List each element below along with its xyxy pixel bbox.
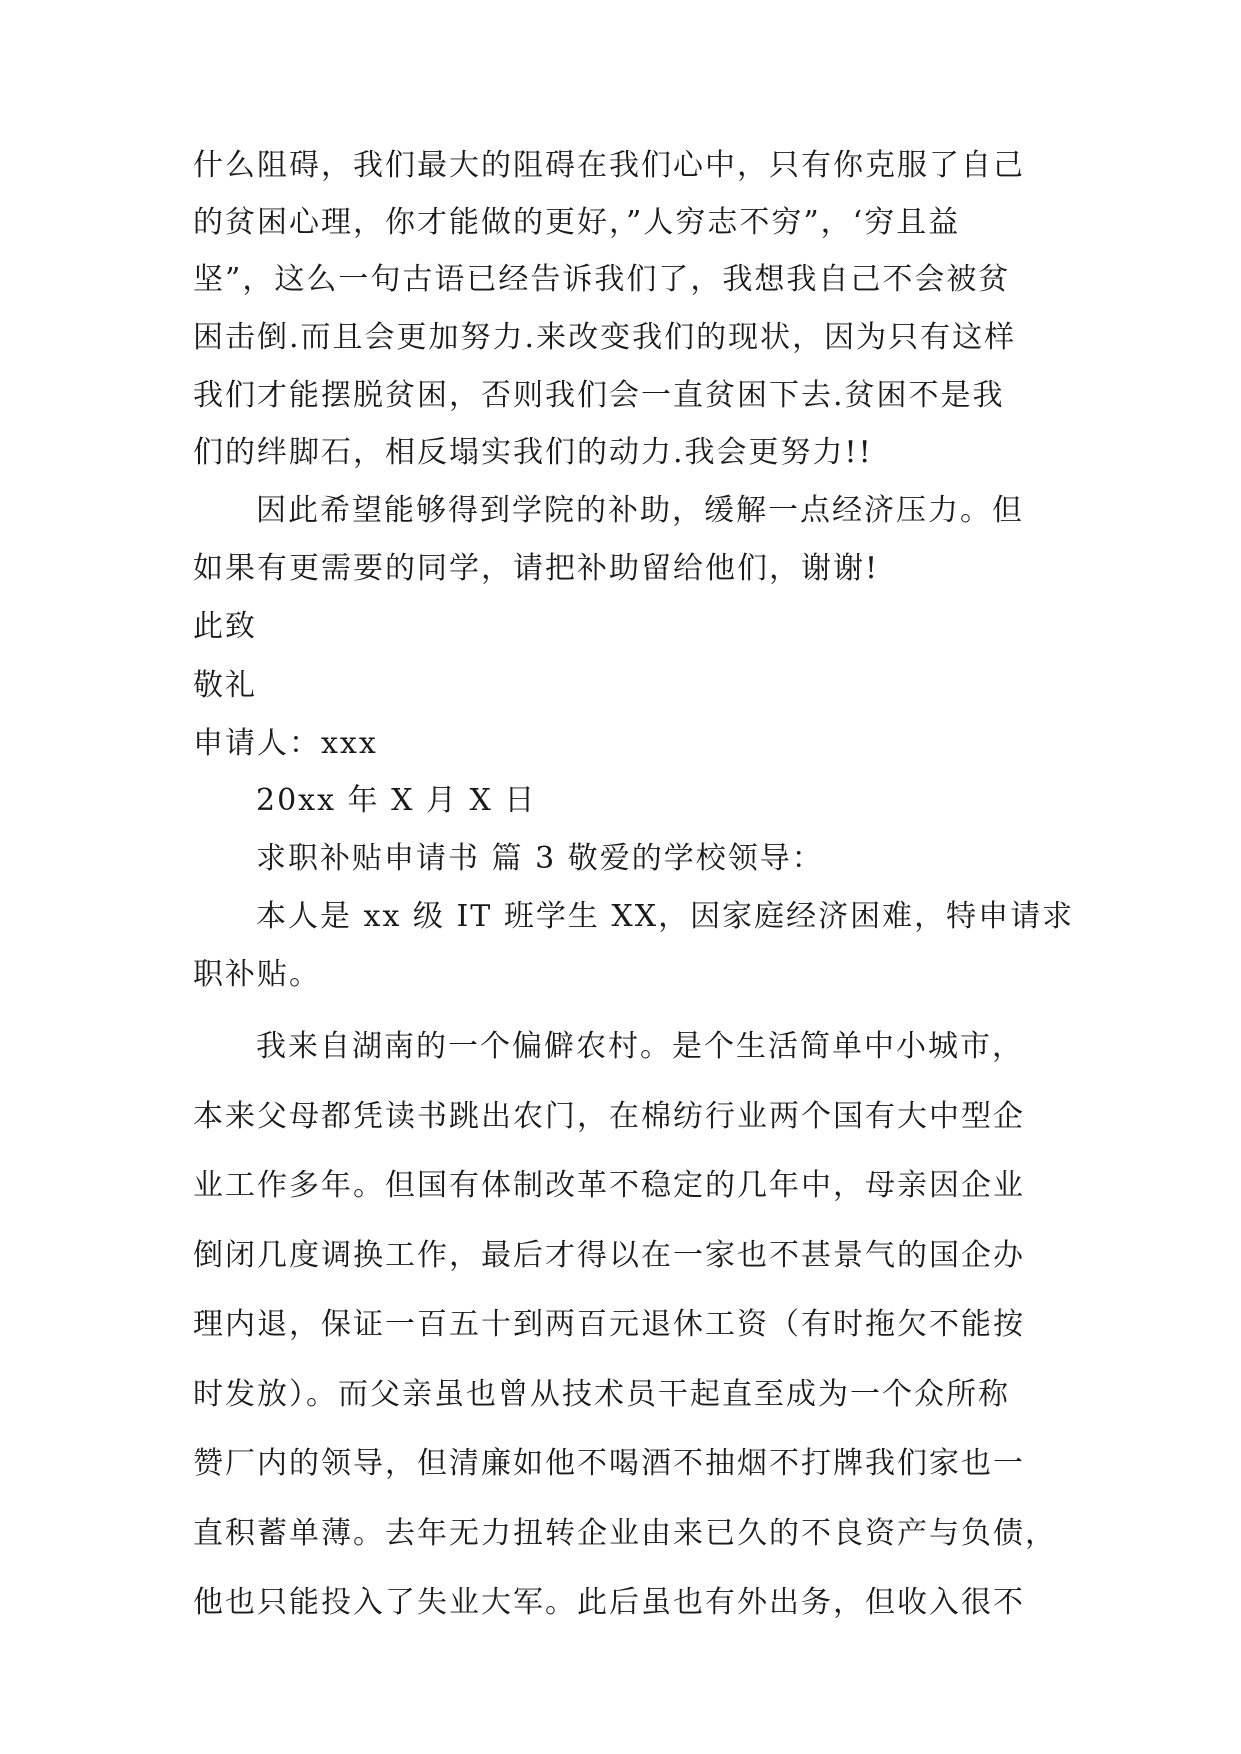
body-text-line: 因此希望能够得到学院的补助，缓解一点经济压力。但 bbox=[256, 493, 1024, 528]
closing-regards: 敬礼 bbox=[193, 668, 257, 703]
section-heading: 求职补贴申请书 篇 3 敬爱的学校领导： bbox=[256, 841, 824, 876]
body-text-line: 职补贴。 bbox=[193, 957, 321, 992]
applicant-signature: 申请人：xxx bbox=[193, 726, 378, 761]
body-text-line: 赞厂内的领导，但清廉如他不喝酒不抽烟不打牌我们家也一 bbox=[193, 1446, 1025, 1481]
body-text-line: 们的绊脚石，相反塌实我们的动力.我会更努力!! bbox=[193, 435, 873, 470]
body-text-line: 困击倒.而且会更加努力.来改变我们的现状，因为只有这样 bbox=[193, 320, 1017, 355]
body-text-line: 如果有更需要的同学，请把补助留给他们，谢谢! bbox=[193, 551, 880, 586]
body-text-line: 我来自湖南的一个偏僻农村。是个生活简单中小城市， bbox=[256, 1029, 1024, 1064]
body-text-line: 业工作多年。但国有体制改革不稳定的几年中，母亲因企业 bbox=[193, 1168, 1025, 1203]
body-text-line: 理内退，保证一百五十到两百元退休工资（有时拖欠不能按 bbox=[193, 1307, 1025, 1342]
body-text-line: 什么阻碍，我们最大的阻碍在我们心中，只有你克服了自己 bbox=[193, 148, 1025, 183]
body-text-line: 本人是 xx 级 IT 班学生 XX，因家庭经济困难，特申请求 bbox=[256, 899, 1075, 934]
body-text-line: 的贫困心理，你才能做的更好，”人穷志不穷”，‘穷且益 bbox=[193, 205, 961, 240]
body-text-line: 本来父母都凭读书跳出农门，在棉纺行业两个国有大中型企 bbox=[193, 1099, 1025, 1134]
body-text-line: 时发放）。而父亲虽也曾从技术员干起直至成为一个众所称 bbox=[193, 1377, 1010, 1412]
body-text-line: 倒闭几度调换工作，最后才得以在一家也不甚景气的国企办 bbox=[193, 1238, 1025, 1273]
body-text-line: 他也只能投入了失业大军。此后虽也有外出务，但收入很不 bbox=[193, 1585, 1025, 1620]
body-text-line: 坚”，这么一句古语已经告诉我们了，我想我自己不会被贫 bbox=[193, 262, 1011, 297]
closing-salutation: 此致 bbox=[193, 609, 257, 644]
date-line: 20xx 年 X 月 X 日 bbox=[256, 783, 537, 818]
body-text-line: 我们才能摆脱贫困，否则我们会一直贫困下去.贫困不是我 bbox=[193, 378, 1005, 413]
body-text-line: 直积蓄单薄。去年无力扭转企业由来已久的不良资产与负债， bbox=[193, 1516, 1057, 1551]
